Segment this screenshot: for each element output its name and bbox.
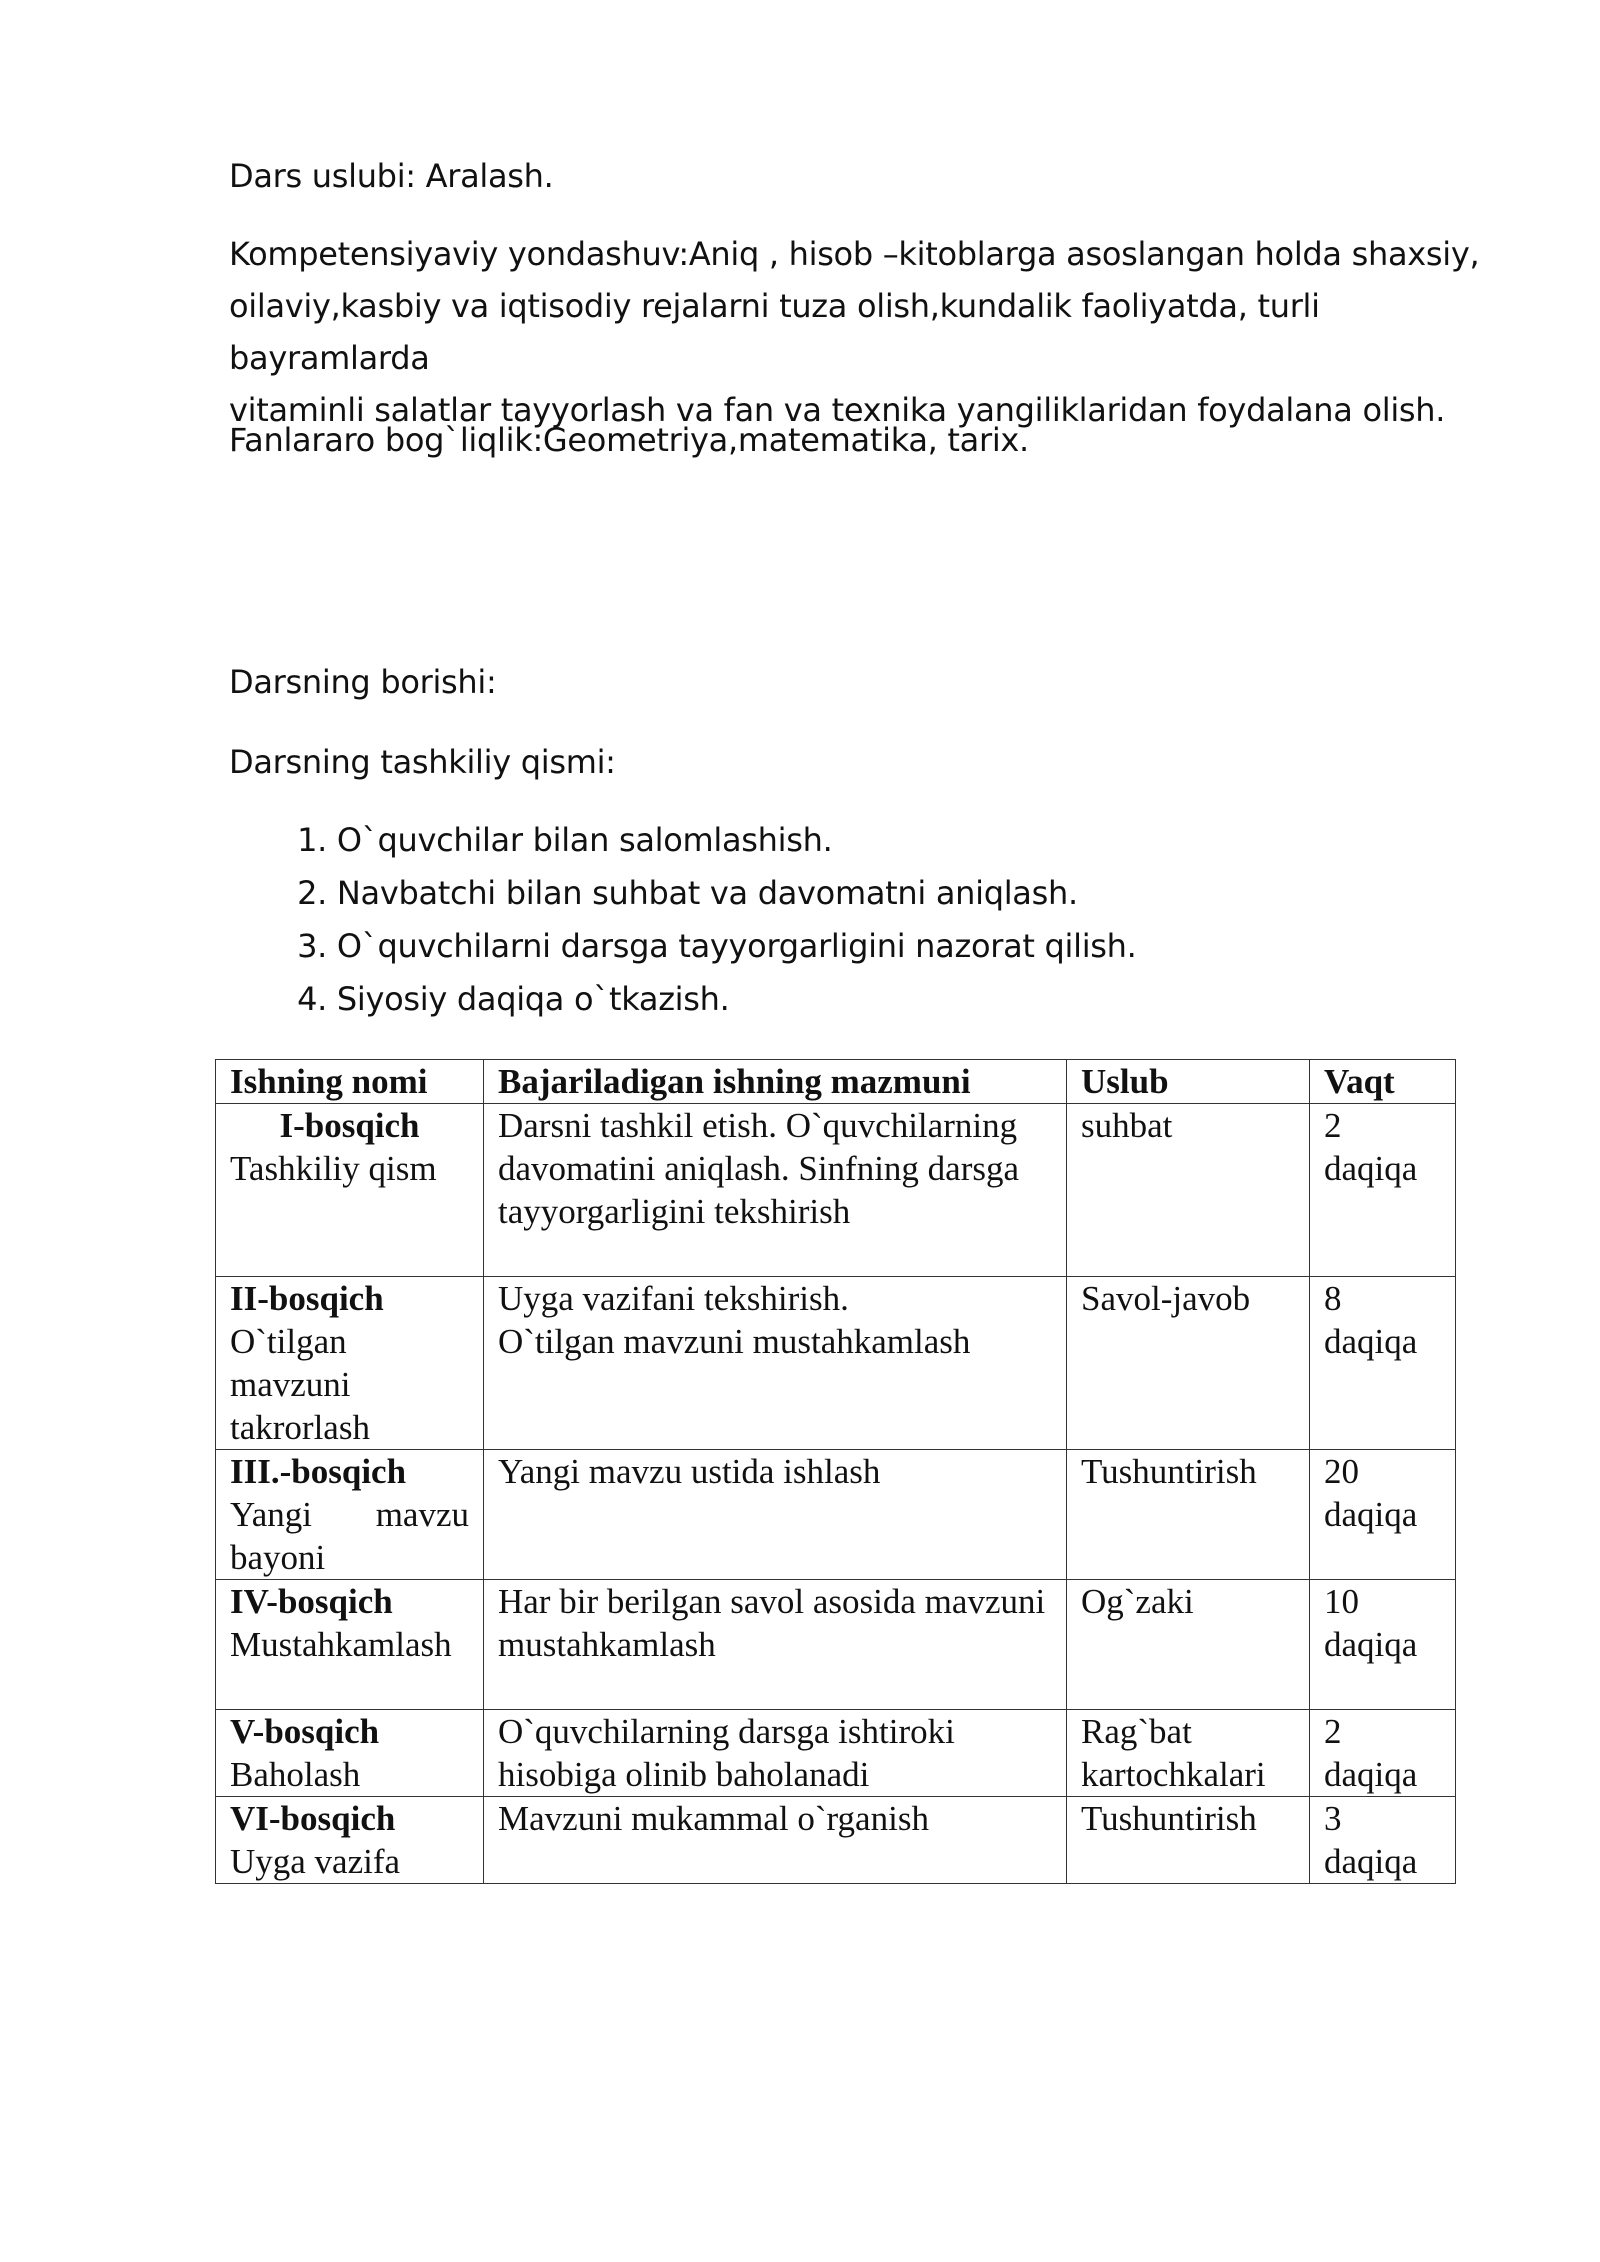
stage-cell bbox=[216, 1797, 484, 1884]
stage-description: Uyga vazifa bbox=[230, 1842, 401, 1881]
stage-description: Tashkiliy qism bbox=[230, 1149, 437, 1188]
method-cell: Tushuntirish bbox=[1067, 1797, 1310, 1884]
time-cell bbox=[1310, 1710, 1456, 1797]
competency-line: vitaminli salatlar tayyorlash va fan va texnika yangiliklaridan foydalana olish. bbox=[229, 391, 1446, 429]
time-value: 10 bbox=[1324, 1582, 1359, 1621]
list-item bbox=[229, 973, 1137, 1026]
list-number: 4. bbox=[297, 980, 327, 1018]
stage-name: VI-bosqich bbox=[230, 1799, 396, 1838]
header-work-name: Ishning nomi bbox=[216, 1060, 484, 1104]
time-value: 8 bbox=[1324, 1279, 1342, 1318]
content-cell: Har bir berilgan savol asosida mavzuni mustahkamlash bbox=[484, 1580, 1067, 1710]
stage-name: V-bosqich bbox=[230, 1712, 380, 1751]
list-item bbox=[229, 814, 1137, 867]
list-text: Navbatchi bilan suhbat va davomatni aniqlash. bbox=[336, 874, 1078, 912]
list-text: Siyosiy daqiqa o`tkazish. bbox=[336, 980, 730, 1018]
method-cell: suhbat bbox=[1067, 1104, 1310, 1277]
time-value: 3 bbox=[1324, 1799, 1342, 1838]
table-row bbox=[216, 1277, 1456, 1450]
content-cell bbox=[484, 1277, 1067, 1450]
content-cell: Mavzuni mukammal o`rganish bbox=[484, 1797, 1067, 1884]
time-cell bbox=[1310, 1277, 1456, 1450]
competency-line: Kompetensiyaviy yondashuv:Aniq , hisob –kitoblarga asoslangan holda shaxsiy, bbox=[229, 235, 1480, 273]
stage-name: II-bosqich bbox=[230, 1279, 384, 1318]
list-text: O`quvchilarni darsga tayyorgarligini nazorat qilish. bbox=[336, 927, 1137, 965]
list-number: 1. bbox=[297, 821, 327, 859]
lesson-flow-heading: Darsning borishi: bbox=[229, 663, 497, 701]
table-row bbox=[216, 1797, 1456, 1884]
table-row bbox=[216, 1450, 1456, 1580]
stage-cell bbox=[216, 1580, 484, 1710]
content-cell: O`quvchilarning darsga ishtiroki hisobiga olinib baholanadi bbox=[484, 1710, 1067, 1797]
method-cell: Tushuntirish bbox=[1067, 1450, 1310, 1580]
lesson-style-paragraph: Dars uslubi: Aralash. bbox=[229, 157, 554, 195]
table-row bbox=[216, 1104, 1456, 1277]
stage-cell bbox=[216, 1450, 484, 1580]
stage-description: Yangi mavzu bayoni bbox=[230, 1495, 469, 1577]
time-unit: daqiqa bbox=[1324, 1149, 1418, 1188]
method-cell: Savol-javob bbox=[1067, 1277, 1310, 1450]
competency-paragraph bbox=[229, 228, 1519, 436]
content-line: O`tilgan mavzuni mustahkamlash bbox=[498, 1322, 971, 1361]
time-unit: daqiqa bbox=[1324, 1842, 1418, 1881]
stage-name: I-bosqich bbox=[279, 1106, 420, 1145]
stage-name: IV-bosqich bbox=[230, 1582, 393, 1621]
stage-cell bbox=[216, 1277, 484, 1450]
method-cell: Rag`bat kartochkalari bbox=[1067, 1710, 1310, 1797]
list-item bbox=[229, 920, 1137, 973]
time-cell bbox=[1310, 1450, 1456, 1580]
header-work-content: Bajariladigan ishning mazmuni bbox=[484, 1060, 1067, 1104]
time-value: 2 bbox=[1324, 1106, 1342, 1145]
list-number: 2. bbox=[297, 874, 327, 912]
time-unit: daqiqa bbox=[1324, 1322, 1418, 1361]
list-item bbox=[229, 867, 1137, 920]
time-cell bbox=[1310, 1797, 1456, 1884]
organizational-part-heading: Darsning tashkiliy qismi: bbox=[229, 743, 616, 781]
content-cell: Yangi mavzu ustida ishlash bbox=[484, 1450, 1067, 1580]
header-method: Uslub bbox=[1067, 1060, 1310, 1104]
interdisciplinary-paragraph: Fanlararo bog`liqlik:Geometriya,matematika, tarix. bbox=[229, 421, 1029, 459]
list-text: O`quvchilar bilan salomlashish. bbox=[336, 821, 833, 859]
time-value: 20 bbox=[1324, 1452, 1359, 1491]
content-line: Uyga vazifani tekshirish. bbox=[498, 1279, 849, 1318]
time-unit: daqiqa bbox=[1324, 1625, 1418, 1664]
stage-cell bbox=[216, 1104, 484, 1277]
stage-description: Mustahkamlash bbox=[230, 1625, 452, 1664]
time-unit: daqiqa bbox=[1324, 1495, 1418, 1534]
competency-line: oilaviy,kasbiy va iqtisodiy rejalarni tuza olish,kundalik faoliyatda, turli bayramlarda bbox=[229, 287, 1320, 377]
table-header-row bbox=[216, 1060, 1456, 1104]
time-value: 2 bbox=[1324, 1712, 1342, 1751]
organizational-steps-list bbox=[229, 814, 1137, 1026]
table-row bbox=[216, 1580, 1456, 1710]
method-cell: Og`zaki bbox=[1067, 1580, 1310, 1710]
lesson-plan-table bbox=[215, 1059, 1456, 1884]
stage-name: III.-bosqich bbox=[230, 1452, 407, 1491]
list-number: 3. bbox=[297, 927, 327, 965]
header-time: Vaqt bbox=[1310, 1060, 1456, 1104]
time-unit: daqiqa bbox=[1324, 1755, 1418, 1794]
stage-description: Baholash bbox=[230, 1755, 361, 1794]
stage-description: O`tilgan mavzuni takrorlash bbox=[230, 1322, 370, 1447]
time-cell bbox=[1310, 1580, 1456, 1710]
table-row bbox=[216, 1710, 1456, 1797]
stage-cell bbox=[216, 1710, 484, 1797]
time-cell bbox=[1310, 1104, 1456, 1277]
content-cell: Darsni tashkil etish. O`quvchilarning davomatini aniqlash. Sinfning darsga tayyorgarligini tekshirish bbox=[484, 1104, 1067, 1277]
